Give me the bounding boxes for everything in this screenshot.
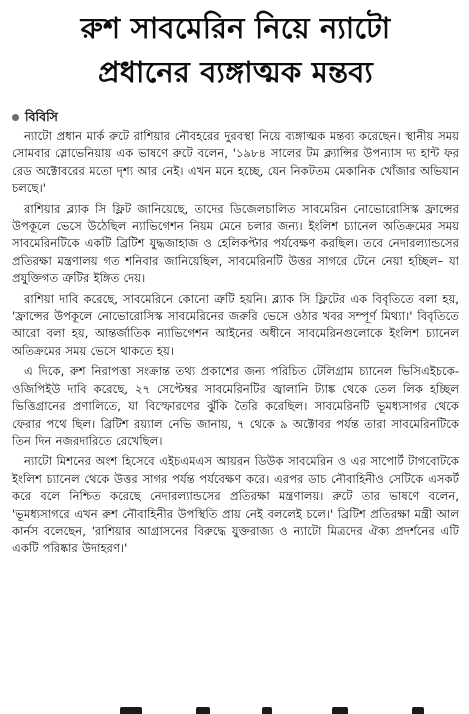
- cutoff-next-headline: [0, 705, 469, 714]
- headline-line-2: প্রধানের ব্যঙ্গাত্মক মন্তব্য: [97, 55, 374, 89]
- article-paragraph-5: ন্যাটো মিশনের অংশ হিসেবে এইচএমএস আয়রন ডিউক সাবমেরিন ও এর সাপোর্ট টাগবোটকে ইংলিশ চ্যানেল থেকে উত্তর সাগর পর্যন্ত পর্যবেক্ষণ করে। এরপর ডাচ নৌবাহিনীও সেটিকে এসকর্ট করে বলে নিশ্চিত করেছে নেদারল্যান্ডসের প্রতিরক্ষা মন্ত্রণালয়। রুটে তার ভাষণে বলেন, 'ভূমধ্যসাগরে এখন রুশ নৌবাহিনীর উপস্থিতি প্রায় নেই বললেই চলে।' ব্রিটিশ প্রতিরক্ষা মন্ত্রী আল কার্নস বলেছেন, 'রাশিয়ার আগ্রাসনের বিরুদ্ধে যুক্তরাজ্য ও ন্যাটো মিত্রদের ঐক্য প্রদর্শনের এটি একটি পরিষ্কার উদাহরণ।': [12, 454, 459, 556]
- article-paragraph-4: এ দিকে, রুশ নিরাপত্তা সংক্রান্ত তথ্য প্রকাশের জন্য পরিচিত টেলিগ্রাম চ্যানেল ভিসিএইচকে-ওজিপিইউ দাবি করেছে, ২৭ সেপ্টেম্বর সাবমেরিনটির জ্বালানি ট্যাঙ্ক থেকে তেল লিক হচ্ছিল ভিত্তিগ্রানের প্রণালিতে, যা বিস্ফোরণের ঝুঁকি তৈরি করেছিল। সাবমেরিনটি ভূমধ্যসাগর থেকে ফেরার পথে ছিল। ব্রিটিশ রয়্যাল নেভি জানায়, ৭ থেকে ৯ অক্টোবর পর্যন্ত তারা সাবমেরিনটিকে তিন দিন নজরদারিতে রেখেছিল।: [12, 364, 459, 448]
- article-paragraph-2: রাশিয়ার ব্ল্যাক সি ফ্লিট জানিয়েছে, তাদের ডিজেলচালিত সাবমেরিন নোভোরোসিস্ক ফ্রান্সের উপকূলে ভেসে উঠেছিল ন্যাভিগেশন নিয়ম মেনে চলার জন্য। ইংলিশ চ্যানেল অতিক্রমের সময় সাবমেরিনটিকে একটি ব্রিটিশ যুদ্ধজাহাজ ও হেলিকপ্টার পর্যবেক্ষণ করছিল। তবে নেদারল্যান্ডসের প্রতিরক্ষা মন্ত্রণালয় গত শনিবার জানিয়েছিল, সাবমেরিনটি উত্তর সাগরে টেনে নেয়া হচ্ছিল– যা প্রযুক্তিগত ত্রুটির ইঙ্গিত দেয়।: [12, 201, 459, 286]
- headline: [12, 6, 459, 94]
- headline-line-1: রুশ সাবমেরিন নিয়ে ন্যাটো: [80, 11, 391, 45]
- article-paragraph-1: ন্যাটো প্রধান মার্ক রুটে রাশিয়ার নৌবহরের দুরবস্থা নিয়ে ব্যঙ্গাত্মক মন্তব্য করেছেন। স্থানীয় সময় সোমবার স্লোভেনিয়ায় এক ভাষণে রুটে বলেন, '১৯৮৪ সালের টম ক্ল্যান্সির উপন্যাস দ্য হান্ট ফর রেড অক্টোবরের মতো দৃশ্য আর নেই। এখন মনে হচ্ছে, যেন নিকটতম মেকানিক খোঁজার অভিযান চলছে।': [12, 129, 459, 196]
- article-body: [12, 128, 459, 558]
- bullet-dot-icon: [12, 114, 19, 121]
- source-credit: বিবিসি: [25, 109, 58, 124]
- article-paragraph-3: রাশিয়া দাবি করেছে, সাবমেরিনে কোনো ত্রুটি হয়নি। ব্ল্যাক সি ফ্লিটের এক বিবৃতিতে বলা হয়, 'ফ্রান্সের উপকূলে নোভোরোসিস্ক সাবমেরিনের জরুরি ভেসে ওঠার খবর সম্পূর্ণ মিথ্যা।' বিবৃতিতে আরো বলা হয়, আন্তর্জাতিক ন্যাভিগেশন আইনের অধীনে সাবমেরিনগুলোকে ইংলিশ চ্যানেল অতিক্রমের সময় ভেসে থাকতে হয়।: [12, 291, 459, 358]
- byline: [12, 108, 459, 126]
